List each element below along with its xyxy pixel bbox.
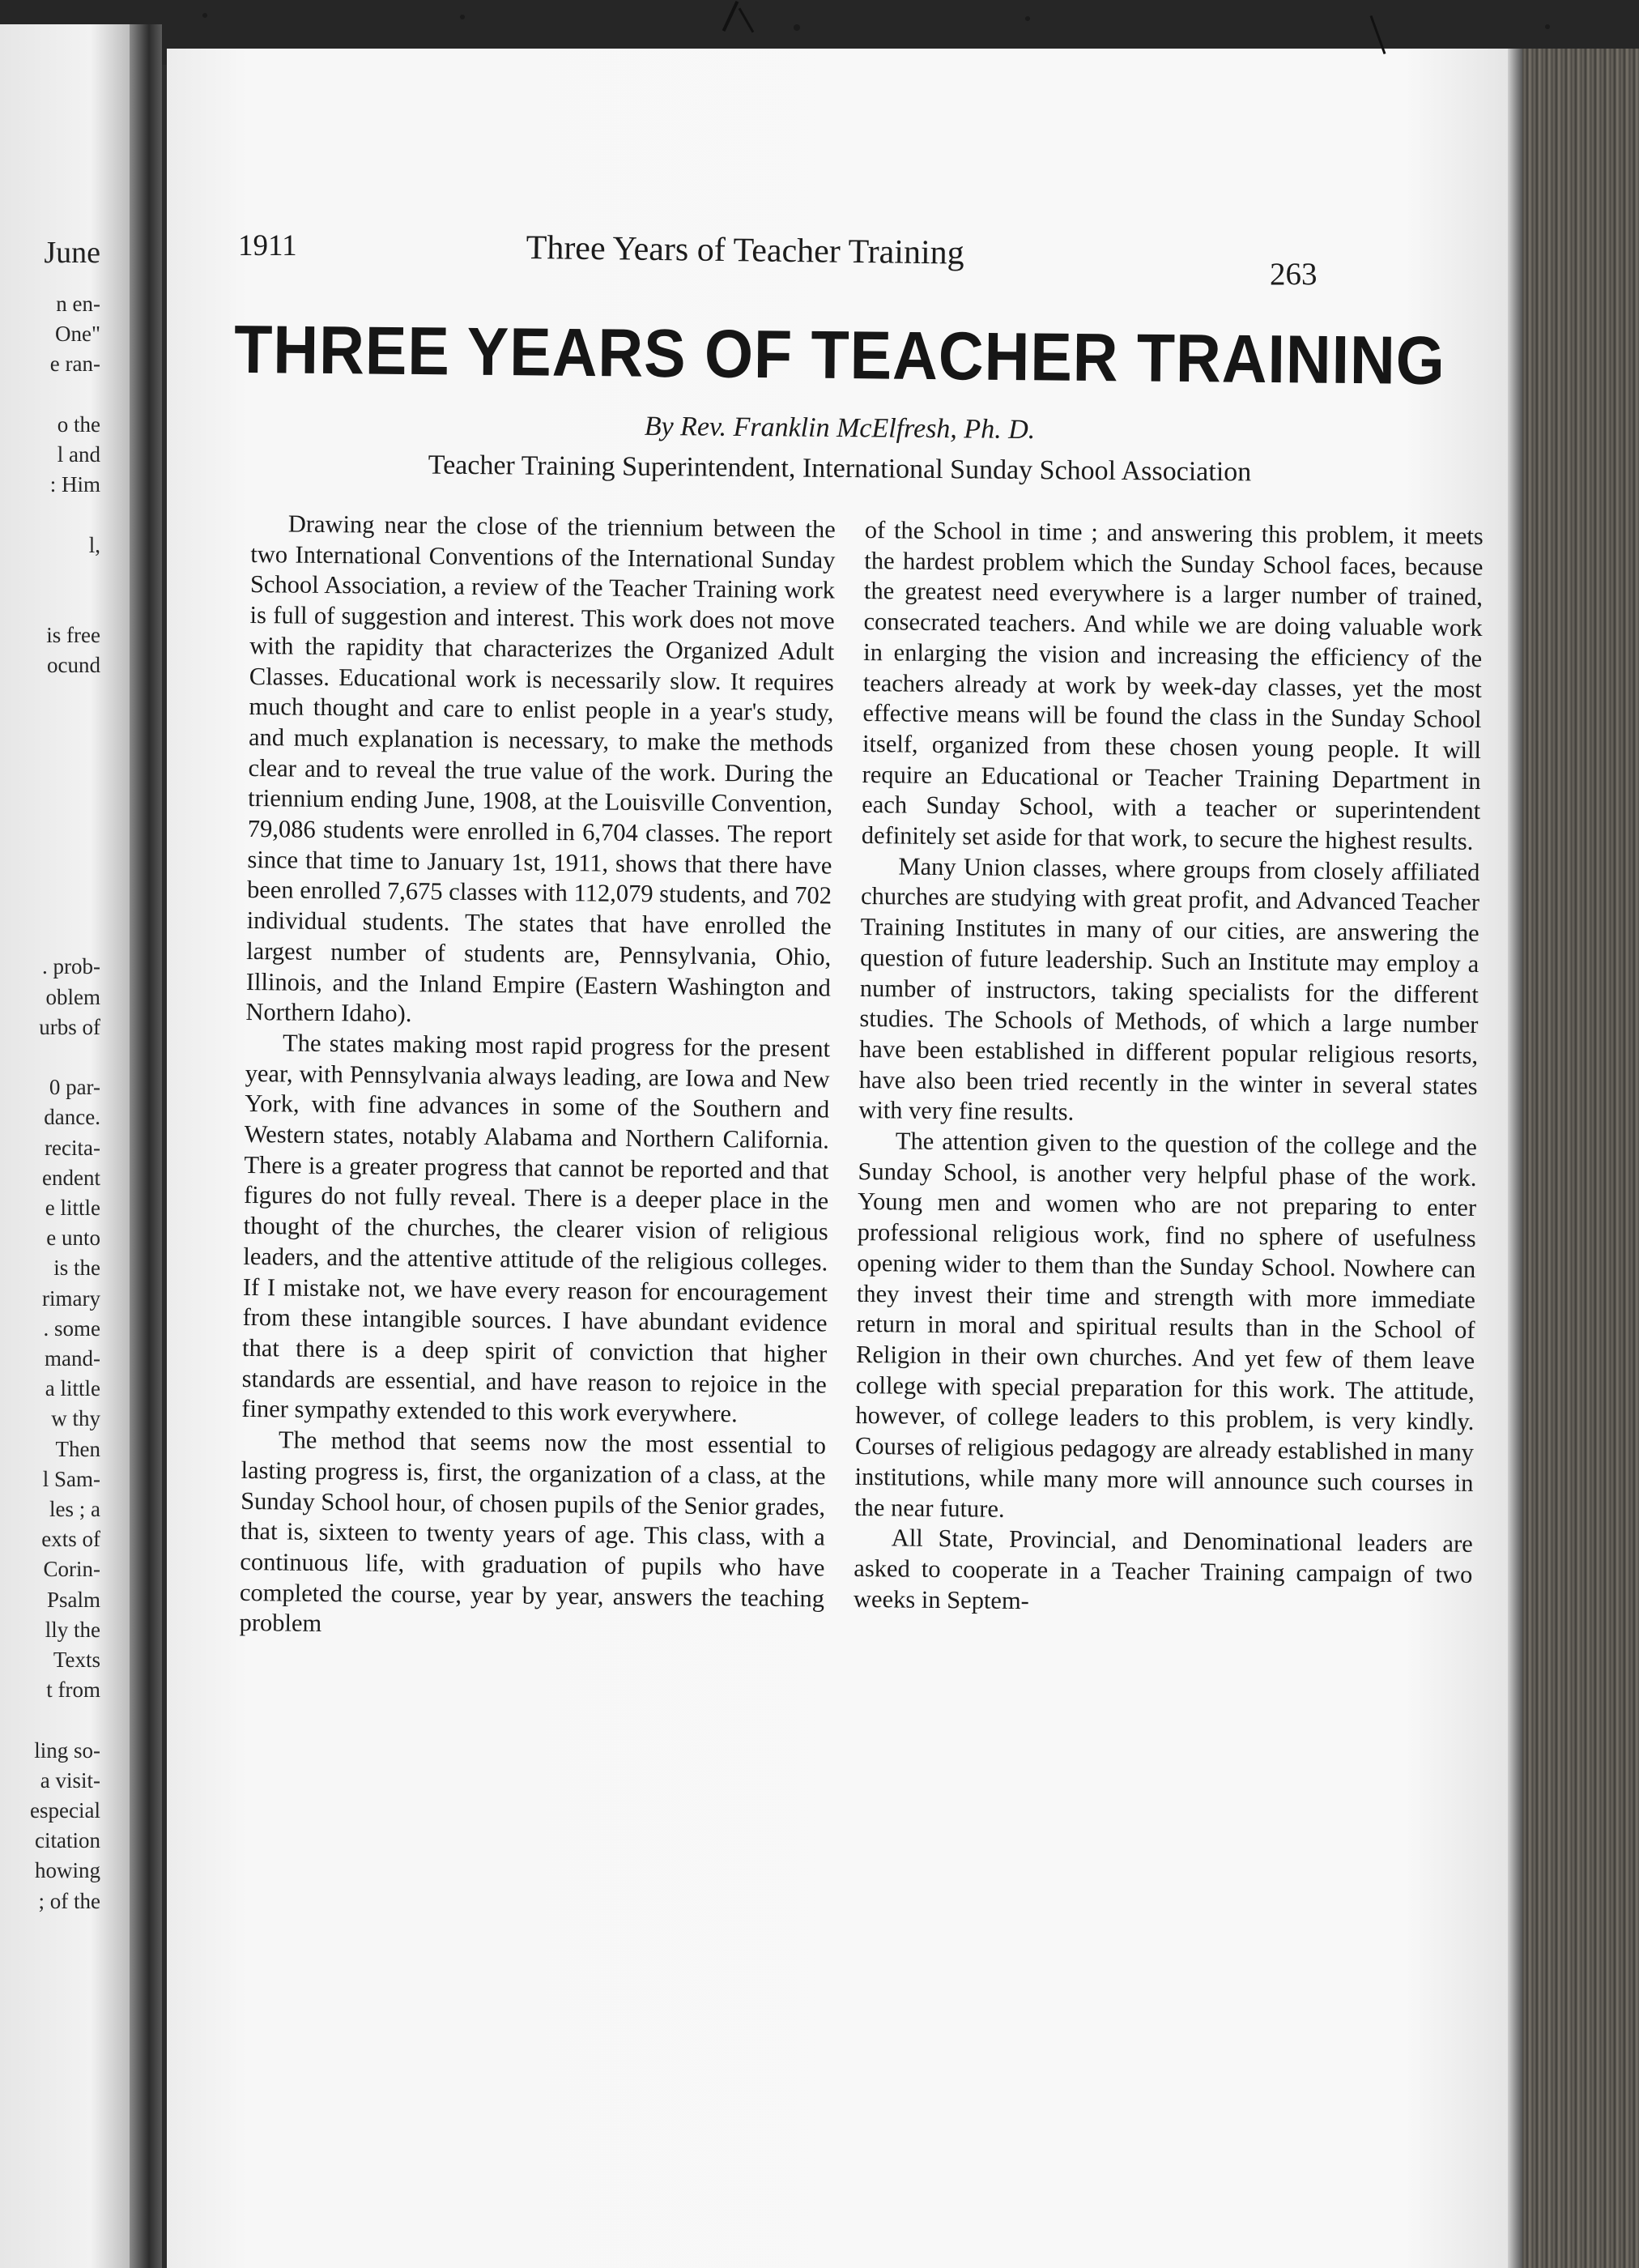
- previous-page-line: One": [54, 322, 100, 347]
- previous-page-line: urbs of: [39, 1014, 100, 1039]
- running-head-title: Three Years of Teacher Training: [526, 228, 964, 272]
- previous-page-line: a visit-: [40, 1767, 100, 1793]
- previous-page-line: t from: [46, 1678, 100, 1703]
- previous-page-line: howing: [35, 1858, 100, 1883]
- paragraph: The attention given to the question of the college and the Sunday School, is another very helpful phase of the work. Young men and women who are not preparing to enter professional religious work, find no sphere of usefulness opening wider to them than the Sunday School. Nowhere can they invest their time and strength with more immediate return in moral and spiritual results than in the School of Religion in their own churches. And yet few of them leave college with special preparation for this work. The attitude, however, of college leaders to this problem, is very kindly. Courses of religious pedagogy are already established in many institutions, while many more will announce such courses in the near future.: [854, 1127, 1478, 1523]
- previous-page-line: l,: [88, 532, 100, 557]
- previous-page-line: les ; a: [49, 1497, 100, 1521]
- previous-page-header: June: [44, 236, 100, 270]
- previous-page-line: endent: [42, 1165, 100, 1190]
- film-speck: [1545, 24, 1550, 29]
- previous-page-line: . prob-: [42, 954, 100, 979]
- previous-page-line: 0 par-: [49, 1075, 100, 1100]
- previous-page-line: : Him: [49, 472, 100, 497]
- previous-page-line: a little: [45, 1376, 100, 1401]
- paragraph: All State, Provincial, and Denominational leaders are asked to cooperate in a Teacher Training campaign of two weeks in Septem-: [853, 1524, 1473, 1614]
- paragraph: The method that seems now the most essential to lasting progress is, first, the organization of a class, at the Sunday School hour, of chosen pupils of the Senior grades, that is, sixteen to twenty years of age. This class, with a continuous life, with graduation of pupils who have completed the course, year by year, answers the teaching problem: [239, 1426, 827, 1638]
- previous-page-fragment: [0, 24, 130, 2268]
- previous-page-line: citation: [35, 1828, 100, 1853]
- film-speck: [1025, 16, 1030, 21]
- paragraph: Drawing near the close of the triennium between the two International Conventions of the International Sunday School Association, a review of the Teacher Training work is full of suggestion and interest. This work does not move with the rapidity that characterizes the Organized Adult Classes. Educational work is necessarily slow. It requires much thought and care to enlist people in a year's study, and much explanation is necessary, to make the methods clear and to reveal the true value of the work. During the triennium ending June, 1908, at the Louisville Convention, 79,086 students were enrolled in 6,704 classes. The report since that time to January 1st, 1911, shows that there have been enrolled 7,675 classes with 112,079 students, and 702 individual students. The states that have enrolled the largest number of students are, Pennsylvania, Ohio, Illinois, and the Inland Empire (Eastern Washington and Northern Idaho).: [245, 509, 836, 1028]
- previous-page-line: Psalm: [46, 1587, 100, 1612]
- paragraph: Many Union classes, where groups from closely affiliated churches are studying with great profit, and Advanced Teacher Training Institutes in many of our cities, are answering the question of future leadership. Such an Institute may employ a number of instructors, taking specialists for the different studies. The Schools of Methods, of which a large number have been established in different popular religious resorts, have also been tried recently in the winter in several states with very fine results.: [858, 852, 1480, 1127]
- previous-page-line: e ran-: [49, 352, 100, 377]
- previous-page-line: rimary: [42, 1285, 100, 1311]
- running-head-year: 1911: [238, 229, 297, 262]
- previous-page-line: is free: [46, 623, 100, 648]
- film-speck: [460, 15, 465, 19]
- previous-page-line: o the: [57, 411, 100, 437]
- book-fore-edge: [1522, 49, 1639, 2268]
- previous-page-line: Corin-: [43, 1557, 100, 1582]
- previous-page-line: l Sam-: [42, 1466, 100, 1491]
- previous-page-line: l and: [57, 442, 100, 467]
- previous-page-line: exts of: [41, 1527, 100, 1552]
- book-gutter: [130, 24, 162, 2268]
- previous-page-line: e little: [45, 1196, 100, 1220]
- right-column: [854, 515, 1484, 1621]
- previous-page-line: Then: [55, 1436, 100, 1461]
- film-speck: [794, 24, 800, 31]
- article-title: THREE YEARS OF TEACHER TRAINING: [233, 310, 1446, 399]
- previous-page-line: recita-: [45, 1135, 100, 1160]
- previous-page-line: ; of the: [38, 1888, 100, 1913]
- previous-page-line: especial: [30, 1798, 100, 1823]
- page-263: [167, 49, 1513, 2268]
- previous-page-line: dance.: [44, 1105, 100, 1130]
- previous-page-line: is the: [53, 1256, 100, 1281]
- previous-page-line: n en-: [56, 292, 100, 316]
- previous-page-line: oblem: [45, 984, 100, 1009]
- left-column: [239, 509, 836, 1644]
- author-affiliation: Teacher Training Superintendent, International Sunday School Association: [428, 450, 1252, 488]
- previous-page-line: . some: [43, 1315, 100, 1341]
- previous-page-line: w thy: [51, 1406, 100, 1431]
- previous-page-line: ling so-: [34, 1737, 100, 1763]
- film-speck: [202, 13, 207, 18]
- page-number: 263: [1270, 257, 1318, 292]
- previous-page-line: mand-: [45, 1346, 100, 1371]
- previous-page-line: Texts: [53, 1648, 100, 1672]
- previous-page-line: ocund: [47, 653, 100, 678]
- paragraph: of the School in time ; and answering this problem, it meets the hardest problem which the Sunday School faces, because the greatest need everywhere is a larger number of trained, consecrated teachers. And while we are doing valuable work in enlarging the vision and increasing the efficiency of the teachers already at work by week-day classes, yet the most effective means will be found the class in the Sunday School itself, organized from these chosen young people. It will require an Educational or Teacher Training Department in each Sunday School, with a teacher or superintendent definitely set aside for that work, to secure the highest results.: [861, 515, 1484, 855]
- previous-page-line: lly the: [45, 1617, 100, 1642]
- paragraph: The states making most rapid progress for the present year, with Pennsylvania always leading, are Iowa and New York, with fine advances in some of the Southern and Western states, notably Alabama and Northern California. There is a greater progress that cannot be reported and that figures do not fully reveal. There is a deeper place in the thought of the churches, the clearer vision of religious leaders, and the attentive attitude of the religious colleges. If I mistake not, we have every reason for encouragement from these intangible sources. I have abundant evidence that there is a deep spirit of conviction that higher standards are essential, and have reason to rejoice in the finer sympathy extended to this work everywhere.: [241, 1029, 831, 1428]
- previous-page-line: e unto: [46, 1226, 100, 1251]
- article-byline: By Rev. Franklin McElfresh, Ph. D.: [644, 411, 1036, 446]
